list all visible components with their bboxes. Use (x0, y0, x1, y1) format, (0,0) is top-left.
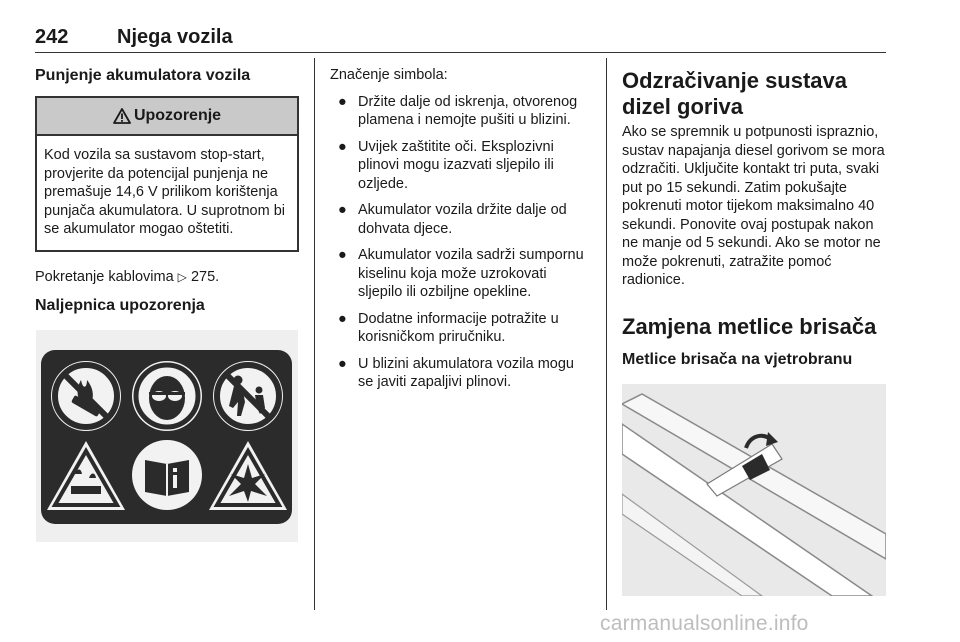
page-ref-icon: ▷ (177, 269, 187, 284)
wiper-replacement-heading: Zamjena metlice brisača (622, 313, 877, 339)
column-1 (35, 66, 299, 315)
warning-sticker (41, 350, 292, 524)
list-item: ● U blizini akumulatora vozila mogu se javiti zapaljivi plinovi. (338, 355, 574, 390)
no-flame-icon (51, 361, 121, 431)
explosion-warning-icon (209, 441, 287, 510)
list-item: ● Držite dalje od iskrenja, otvorenog plamena i nemojte pušiti u blizini. (338, 93, 578, 128)
header-divider (35, 52, 886, 53)
warning-text: Kod vozila sa sustavom stop-start, provjerite da potencijal punjenja ne premašuje 14,6 V prilikom korištenja punjača akumulatora. U suprotnom bi se akumulator mogao oštetiti. (44, 147, 285, 237)
warning-title: Upozorenje (133, 107, 222, 124)
jump-start-text: Pokretanje kablovima (35, 268, 174, 285)
acid-warning-icon (47, 441, 125, 510)
jump-start-line (35, 268, 299, 287)
bullet-icon: ● (338, 310, 347, 327)
page-number: 242 (35, 26, 69, 48)
safety-goggles-icon (132, 361, 202, 431)
diesel-bleeding-text: Ako se spremnik u potpunosti ispraznio, sustav napajanja diesel gorivom se mora odzračiti. Uključite kontakt tri puta, svaki put po 15 sekundi. Zatim pokušajte pokrenuti motor tijekom maksimalno 40 sekundi. Ponovite ovaj postupak nakon ne manje od 5 sekundi. Ako se motor ne može pokrenuti, zatražite pomoć radionice. (622, 124, 885, 288)
wiper-blade-illustration (622, 384, 886, 596)
warning-triangle-icon (113, 108, 131, 124)
warning-sticker-image (36, 330, 298, 542)
jump-start-page-link[interactable]: 275. (190, 268, 220, 285)
section-title: Njega vozila (117, 26, 233, 48)
bullet-icon: ● (338, 202, 347, 218)
symbols-intro: Značenje simbola: (330, 67, 448, 83)
list-item: ● Uvijek zaštitite oči. Eksplozivni plinovi mogu izazvati sljepilo ili ozljede. (338, 138, 554, 192)
keep-children-away-icon (213, 361, 283, 431)
list-item: ● Akumulator vozila sadrži sumpornu kiselinu koja može uzrokovati sljepilo ili ozbiljne opekline. (338, 247, 584, 300)
manual-icon (132, 440, 202, 510)
warning-header (37, 98, 297, 136)
column-divider-2 (606, 58, 607, 610)
bullet-icon: ● (338, 247, 347, 263)
symbols-list (330, 93, 592, 392)
watermark: carmanualsonline.info (600, 612, 809, 635)
column-3 (622, 68, 888, 369)
bullet-icon: ● (338, 138, 347, 155)
warning-sticker-heading: Naljepnica upozorenja (35, 297, 205, 314)
windshield-wiper-subheading: Metlice brisača na vjetrobranu (622, 350, 853, 368)
column-2 (330, 66, 592, 400)
battery-charging-heading: Punjenje akumulatora vozila (35, 67, 251, 84)
list-item: ● Dodatne informacije potražite u korisničkom priručniku. (338, 310, 559, 345)
diesel-bleeding-heading: Odzračivanje sustava dizel goriva (622, 68, 848, 119)
bullet-icon: ● (338, 93, 347, 110)
warning-box (35, 96, 299, 252)
list-item: ● Akumulator vozila držite dalje od dohvata djece. (338, 202, 567, 237)
column-divider-1 (314, 58, 315, 610)
bullet-icon: ● (338, 355, 347, 372)
